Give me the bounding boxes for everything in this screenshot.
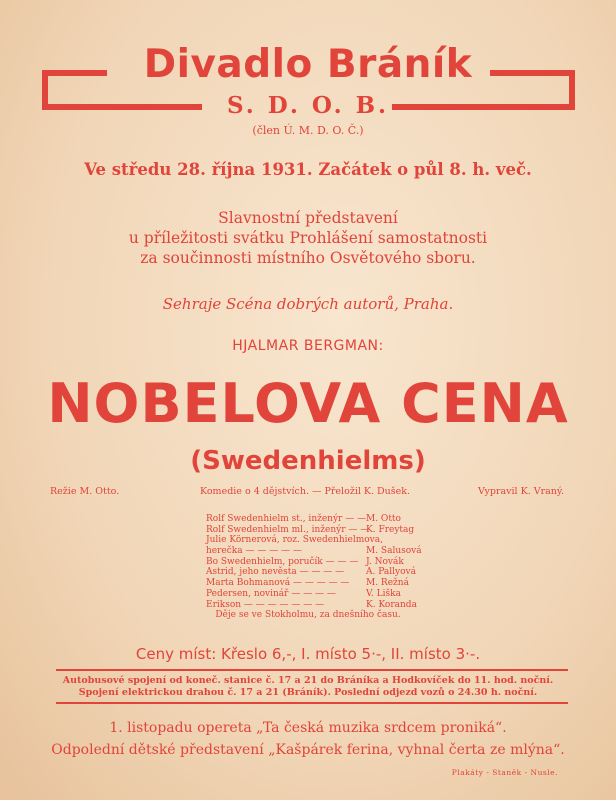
director-credit: Režie M. Otto. [50, 486, 120, 497]
upcoming-line-1: 1. listopadu opereta „Ta česká muzika srdcem proniká“. [109, 720, 507, 736]
divider-top [56, 669, 568, 671]
scenery-credit: Vypravil K. Vraný. [478, 486, 565, 497]
cast-actor: M. Otto [366, 514, 401, 524]
divider-bottom [56, 702, 568, 704]
festive-announcement [0, 208, 616, 268]
transport-info [0, 675, 616, 699]
transport-line-1: Autobusové spojení od koneč. stanice č. 17 a 21 do Bráníka a Hodkovíček do 11. hod. noční. [62, 675, 554, 686]
cast-row [206, 567, 456, 578]
cast-role: Rolf Swedenhielm ml., inženýr — — [206, 524, 370, 535]
cast-role: Pedersen, novinář — — — — [206, 588, 336, 599]
genre-translator-credit: Komedie o 4 dějstvích. — Přeložil K. Dušek. [200, 486, 411, 497]
cast-role: Rolf Swedenhielm st., inženýr — — [206, 514, 367, 524]
setting-note: Děje se ve Stokholmu, za dnešního času. [215, 610, 401, 620]
ensemble-line: Sehraje Scéna dobrých autorů, Praha. [162, 295, 454, 313]
transport-line-2: Spojení elektrickou drahou č. 17 a 21 (Bráník). Poslední odjezd vozů o 24.30 h. noční. [78, 687, 538, 698]
membership-note: (člen Ú. M. D. O. Č.) [252, 124, 364, 137]
cast-row [206, 589, 456, 600]
cast-actor: M. Režná [366, 578, 409, 589]
festive-line-2: u příležitosti svátku Prohlášení samostatnosti [128, 229, 488, 247]
upcoming-line-2: Odpolední dětské představení „Kašpárek ferina, vyhnal čerta ze mlýna“. [51, 742, 565, 758]
cast-row [206, 546, 456, 557]
cast-role: Marta Bohmanová — — — — — [206, 578, 350, 589]
cast-role: Bo Swedenhielm, poručík — — — [206, 556, 359, 567]
organization-name: S. D. O. B. [226, 92, 390, 119]
ticket-prices: Ceny míst: Křeslo 6,-, I. místo 5·-, II. místo 3·-. [135, 645, 481, 663]
cast-role: Astrid, jeho nevěsta — — — — [206, 567, 345, 578]
cast-actor: V. Liška [366, 588, 401, 599]
cast-actor: A. Pallyová [366, 567, 416, 578]
theatre-name: Divadlo Bráník [143, 42, 473, 87]
play-subtitle: (Swedenhielms) [190, 446, 426, 476]
cast-actor: M. Salusová [366, 546, 422, 557]
festive-line-3: za součinnosti místního Osvětového sboru. [140, 249, 476, 267]
cast-row [206, 535, 456, 546]
author-name: HJALMAR BERGMAN: [232, 338, 384, 354]
cast-row [206, 600, 456, 611]
cast-role: Julie Körnerová, roz. Swedenhielmova, [206, 535, 383, 546]
upcoming-performances [0, 717, 616, 761]
cast-row [206, 514, 456, 525]
cast-role: herečka — — — — — [206, 546, 302, 557]
printer-credit: Plakáty - Staněk - Nusle. [451, 768, 558, 777]
cast-role: Erikson — — — — — — — [206, 599, 325, 610]
cast-row [206, 557, 456, 568]
festive-line-1: Slavnostní představení [218, 209, 398, 227]
cast-actor: J. Novák [366, 556, 404, 567]
cast-list [206, 514, 456, 610]
date-line: Ve středu 28. října 1931. Začátek o půl 8. h. več. [84, 160, 532, 179]
cast-actor: K. Freytag [366, 524, 415, 535]
cast-actor: K. Koranda [366, 599, 417, 610]
cast-row [206, 525, 456, 536]
cast-row [206, 578, 456, 589]
play-title: NOBELOVA CENA [47, 372, 569, 435]
